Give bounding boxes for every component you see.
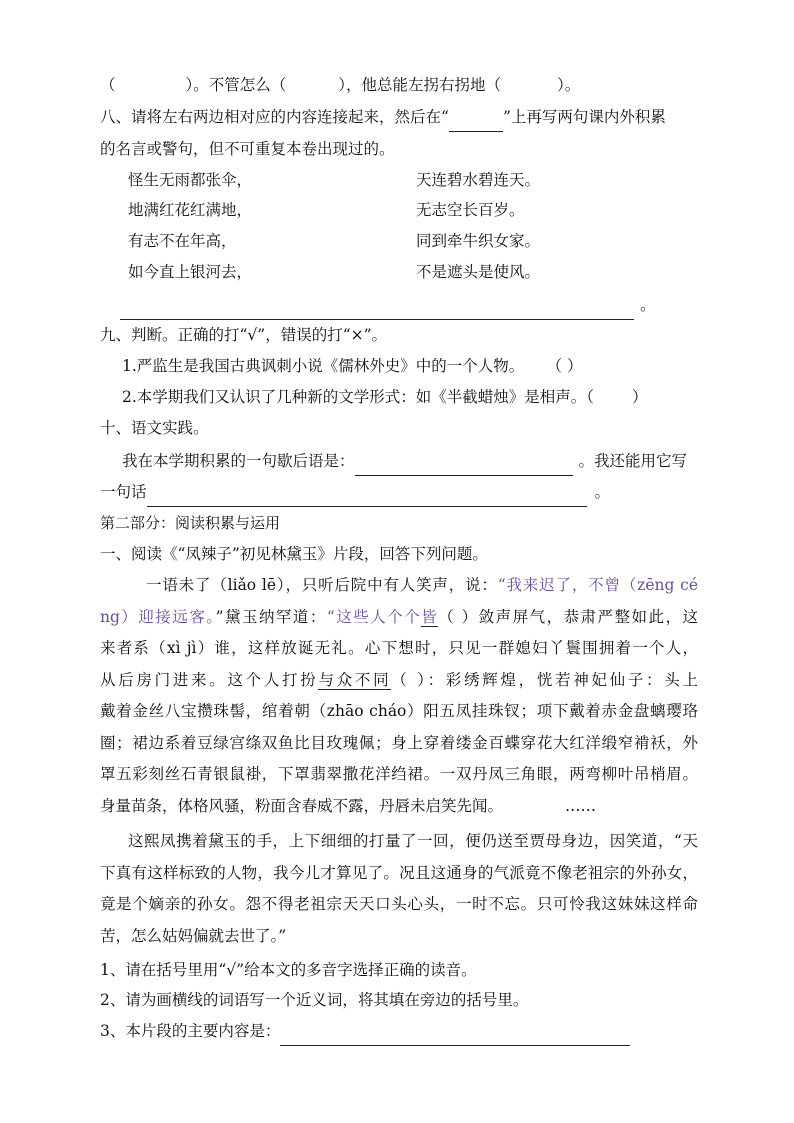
passage-line-6: 圈；裙边系着豆绿宫绦双鱼比目玫瑰佩；身上穿着缕金百蝶穿花大红洋缎窄褃袄，外 bbox=[100, 733, 698, 752]
passage-text: 从后房门进来。这个人打扮 bbox=[100, 670, 319, 689]
q9-item-2-text: 2.本学期我们又认识了几种新的文学形式：如《半截蜡烛》是相声。（ bbox=[122, 388, 595, 406]
q8-left-3[interactable]: 有志不在年高， bbox=[128, 232, 237, 250]
q10-label-2: 。我还能用它写 bbox=[578, 452, 688, 470]
passage-quote: “这些人个个 bbox=[326, 607, 422, 626]
reading-question-2: 2、请为画横线的词语写一个近义词，将其填在旁边的括号里。 bbox=[100, 991, 529, 1009]
passage2-line-3: 竟是个嫡亲的孙女。怨不得老祖宗天天口头心头，一时不忘。只可怜我这妹妹这样命 bbox=[100, 895, 698, 913]
reading-q1-title: 一、阅读《“凤辣子”初见林黛玉》片段，回答下列问题。 bbox=[100, 545, 488, 563]
q9-title: 九、判断。正确的打“√”，错误的打“×”。 bbox=[100, 326, 388, 344]
underlined-word-jie: 皆 bbox=[421, 607, 439, 626]
passage-line-3: 来者系（xì jì）谁，这样放诞无礼。心下想时，只见一群媳妇丫鬟围拥着一个人， bbox=[100, 639, 698, 657]
q9-item-2-end: ） bbox=[632, 388, 648, 406]
q9-item-1-text: 1.严监生是我国古典讽刺小说《儒林外史》中的一个人物。 bbox=[122, 357, 525, 375]
q8-text-b: ”上再写两句课内外积累 bbox=[502, 108, 666, 126]
reading-passage-1 bbox=[100, 570, 698, 822]
synonym-blank-2[interactable]: （ ）：彩绣辉煌，恍若神妃仙子：头上 bbox=[391, 670, 698, 689]
passage-line-8 bbox=[100, 791, 698, 823]
part2-title: 第二部分：阅读积累与运用 bbox=[100, 514, 281, 532]
synonym-blank-1[interactable]: （ ）敛声屏气，恭肃严整如此，这 bbox=[438, 607, 698, 626]
reading-passage-2 bbox=[100, 826, 698, 952]
q8-blank-sample bbox=[449, 111, 503, 132]
passage-line-2 bbox=[100, 602, 698, 634]
passage2-line-2: 下真有这样标致的人物，我今儿才算见了。况且这通身的气派竟不像老祖宗的外孙女， bbox=[100, 863, 698, 882]
q8-left-1[interactable]: 怪生无雨都张伞， bbox=[128, 171, 253, 189]
reading-question-3 bbox=[100, 1016, 630, 1046]
top-text-4: ）。 bbox=[557, 76, 581, 94]
passage2-line-4: 苦，怎么姑妈偏就去世了。” bbox=[100, 926, 287, 945]
q8-answer-input[interactable] bbox=[120, 299, 634, 320]
underlined-word-yuzhongbutong: 与众不同 bbox=[318, 670, 392, 689]
q10-label-3: 一句话 bbox=[100, 483, 147, 501]
passage-line-7: 罩五彩刻丝石青银鼠褂，下罩翡翠撒花洋绉裙。一双丹凤三角眼，两弯柳叶吊梢眉。 bbox=[100, 765, 698, 783]
q10-label-1: 我在本学期积累的一句歇后语是： bbox=[122, 452, 355, 470]
q9-item-2 bbox=[122, 382, 648, 412]
passage-line-1 bbox=[100, 570, 698, 602]
q8-right-2[interactable]: 无志空长百岁。 bbox=[416, 201, 525, 219]
top-text-1: （ bbox=[100, 76, 116, 94]
passage2-line-1: 这熙凤携着黛玉的手，上下细细的打量了一回，便仍送至贾母身边，因笑道，“天 bbox=[128, 832, 698, 850]
q10-line-1 bbox=[122, 446, 687, 476]
q8-left-2[interactable]: 地满红花红满地， bbox=[128, 201, 253, 219]
q8-right-4[interactable]: 不是遮头是使风。 bbox=[416, 263, 541, 281]
q10-title: 十、语文实践。 bbox=[100, 419, 209, 437]
top-fill-line bbox=[100, 70, 580, 100]
top-text-3: ），他总能左拐右拐地（ bbox=[338, 76, 502, 94]
q8-right-1[interactable]: 天连碧水碧连天。 bbox=[416, 171, 541, 189]
q8-instruction-line1 bbox=[100, 102, 666, 132]
passage-text: 身量苗条，体格风骚，粉面含春威不露，丹唇未启笑先闻。 bbox=[100, 796, 504, 815]
passage-text: ”黛玉纳罕道： bbox=[215, 607, 327, 626]
passage-line-4 bbox=[100, 665, 698, 697]
main-content-input[interactable] bbox=[280, 1025, 630, 1046]
q10-xiehouyu-input[interactable] bbox=[355, 455, 573, 476]
reading-question-3-text: 3、本片段的主要内容是： bbox=[100, 1022, 281, 1040]
reading-question-1: 1、请在括号里用“√”给本文的多音字选择正确的读音。 bbox=[100, 961, 477, 979]
passage-line-5: 戴着金丝八宝攒珠髻，绾着朝（zhāo cháo）阳五凤挂珠钗；项下戴着赤金盘螭璎珞 bbox=[100, 702, 698, 720]
top-text-2: ）。不管怎么（ bbox=[185, 76, 287, 94]
q8-right-3[interactable]: 同到牵牛织女家。 bbox=[416, 232, 541, 250]
passage-ellipsis: …… bbox=[565, 796, 597, 815]
q9-item-1 bbox=[122, 351, 582, 381]
q8-instruction-line2: 的名言或警句，但不可重复本卷出现过的。 bbox=[100, 140, 395, 158]
q8-answer-line bbox=[120, 290, 656, 320]
q10-sentence-input[interactable] bbox=[147, 486, 587, 507]
passage-text: 一语未了（liǎo lē），只听后院中有人笑声，说： bbox=[146, 576, 498, 594]
passage-quote: ng）迎接远客。 bbox=[100, 607, 216, 626]
q9-item-1-answer[interactable]: （ ） bbox=[554, 357, 583, 375]
passage-quote: “我来迟了，不曾（zēng cé bbox=[497, 576, 699, 594]
q8-left-4[interactable]: 如今直上银河去， bbox=[128, 263, 253, 281]
q10-line-2 bbox=[100, 477, 610, 507]
q10-label-4: 。 bbox=[594, 483, 611, 501]
q8-answer-end: 。 bbox=[640, 296, 656, 314]
q8-text-a: 八、请将左右两边相对应的内容连接起来，然后在“ bbox=[100, 108, 449, 126]
